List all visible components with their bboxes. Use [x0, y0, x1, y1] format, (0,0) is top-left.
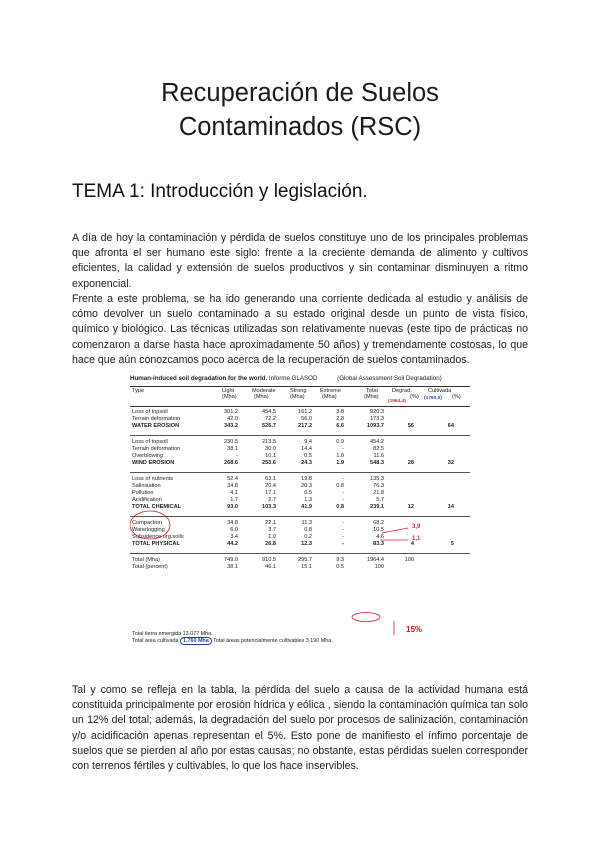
- cell-total: 135.3: [370, 476, 384, 482]
- header-total-unit: (Mha): [364, 394, 379, 401]
- cell-total: 548.3: [370, 460, 384, 466]
- cell-moderate: 213.5: [262, 439, 276, 445]
- cell-total: 239.1: [370, 504, 384, 510]
- cell-light: 230.5: [224, 439, 238, 445]
- cell-moderate: 17.1: [265, 490, 276, 496]
- annotation-marks: [130, 375, 472, 661]
- header-type: Type: [132, 388, 145, 394]
- cell-total: 100: [374, 564, 384, 570]
- cell-light: 4.1: [230, 490, 238, 496]
- cell-type: Loss of nutrients: [132, 476, 174, 482]
- cell-type: Total (Mha): [132, 557, 160, 563]
- cell-cultivada: 5: [450, 541, 454, 547]
- cell-cultivada: 64: [447, 423, 454, 429]
- header-degrad-pct: (%): [410, 394, 419, 401]
- paragraph-recovery: Frente a este problema, se ha ido generando una corriente dedicada al estudio y análisis de cómo devolver un suelo contaminado a su estado original desde un punto de vista físico, químico y biológico. Las técnicas utilizadas son relativamente nuevas (este tipo de prácticas no comenzaron a darse hasta hace aproximadamente 50 años) y tremendamente costosas, lo que hace que aún conozcamos poco acerca de la recuperación de suelos contaminados.: [72, 293, 528, 366]
- cell-strong: 0.2: [304, 534, 312, 540]
- cell-strong: 0.5: [304, 490, 312, 496]
- cell-extreme: -: [342, 534, 344, 540]
- cell-type: TOTAL PHYSICAL: [132, 541, 180, 547]
- cell-total: 83.3: [373, 541, 384, 547]
- cell-strong: 161.2: [298, 409, 312, 415]
- cultivada-total-note: (1760,0): [424, 396, 442, 401]
- title-line-1: Recuperación de Suelos: [161, 79, 439, 107]
- header-cultivada-pct: (%): [452, 394, 461, 401]
- paragraph-analysis: Tal y como se refleja en la tabla, la pérdida del suelo a causa de la actividad humana está constituida principalmente por erosión hídrica y eólica , siendo la contaminación química tan solo un 12% del total; además, la degradación del suelo por procesos de salinización, contaminación y/o acidificación apenas representan el 5%. Esto pone de manifiesto el ínfimo porcentaje de suelos que se pierden al año por estas causas; no obstante, estas pérdidas suelen corresponder con terrenos fértiles y cultivables, lo que los hace inservibles.: [72, 684, 528, 773]
- cell-total: 920.3: [370, 409, 384, 415]
- cell-total: 454.2: [370, 439, 384, 445]
- cell-extreme: 6.6: [336, 423, 344, 429]
- pollution-pct-annotation: 1,1: [412, 536, 421, 542]
- cell-type: Loss of topsoil: [132, 439, 168, 445]
- document-title: [0, 76, 600, 144]
- cell-extreme: -: [342, 527, 344, 533]
- note-potential-label: Total áreas potencialmente cultivables 3.190 Mha.: [213, 638, 333, 644]
- cell-type: Terrain deformation: [132, 416, 181, 422]
- cell-type: Compaction: [132, 520, 162, 526]
- cell-moderate: 910.5: [262, 557, 276, 563]
- cell-type: WIND EROSION: [132, 460, 175, 466]
- header-strong: Strong: [290, 388, 307, 394]
- cell-total: 11.6: [373, 453, 384, 459]
- cell-light: 1.7: [230, 497, 238, 503]
- cell-total: 4.6: [376, 534, 384, 540]
- cell-extreme: -: [342, 541, 344, 547]
- cell-strong: 9.4: [304, 439, 312, 445]
- cell-extreme: -: [342, 490, 344, 496]
- cell-strong: 14.4: [301, 446, 312, 452]
- cell-type: Overblowing: [132, 453, 164, 459]
- header-strong-unit: (Mha): [290, 394, 305, 401]
- header-moderate: Moderate: [252, 388, 276, 394]
- cell-extreme: 1.0: [336, 453, 344, 459]
- cell-moderate: 46.1: [265, 564, 276, 570]
- cell-light: 38.1: [227, 564, 238, 570]
- cell-total: 1964.4: [366, 557, 384, 563]
- cell-light: 301.2: [224, 409, 238, 415]
- paragraph-intro: A día de hoy la contaminación y pérdida de suelos constituye uno de los principales problemas que afronta el ser humano este siglo: frente a la creciente demanda de alimento y cultivos eficientes, la calidad y extensión de suelos productivos y sin contaminar disminuyen a ritmo exponencial.: [72, 232, 528, 290]
- cell-extreme: -: [342, 497, 344, 503]
- cell-type: Salinisation: [132, 483, 161, 489]
- cell-light: 34.8: [227, 520, 238, 526]
- header-cultivada: Cultivada: [428, 388, 452, 394]
- cell-total: 68.2: [373, 520, 384, 526]
- cell-type: Total (percent): [132, 564, 168, 570]
- cell-strong: 1.3: [304, 497, 312, 503]
- cell-type: TOTAL CHEMICAL: [132, 504, 182, 510]
- cell-total: 5.7: [376, 497, 384, 503]
- cell-extreme: 0.8: [336, 504, 344, 510]
- cell-total: 76.3: [373, 483, 384, 489]
- cell-strong: 19.8: [301, 476, 312, 482]
- cell-moderate: 2.7: [268, 497, 276, 503]
- cell-type: Pollution: [132, 490, 154, 496]
- cell-light: 38.1: [227, 446, 238, 452]
- total-circle-mark: [352, 613, 380, 622]
- cell-moderate: 20.4: [265, 483, 276, 489]
- cell-strong: 295.7: [298, 557, 312, 563]
- note-line-1: Total tierra emergida 13.077 Mha.: [132, 631, 213, 637]
- cell-light: 93.0: [227, 504, 238, 510]
- header-light-unit: (Mha): [222, 394, 237, 401]
- cell-strong: 20.3: [301, 483, 312, 489]
- cell-extreme: 2.8: [336, 416, 344, 422]
- cell-moderate: 526.7: [262, 423, 276, 429]
- cell-light: 343.2: [224, 423, 238, 429]
- cell-light: 3.4: [230, 534, 238, 540]
- cell-light: -: [236, 453, 238, 459]
- cell-extreme: 0.9: [336, 439, 344, 445]
- cell-moderate: 72.2: [265, 416, 276, 422]
- total-pct-annotation: 15%: [406, 625, 423, 634]
- cell-cultivada: 14: [447, 504, 454, 510]
- cell-type: Subsidence org.soils: [132, 534, 184, 540]
- cell-extreme: 9.3: [336, 557, 344, 563]
- cell-moderate: 1.0: [268, 534, 276, 540]
- soil-degradation-table-figure: [130, 375, 472, 661]
- cell-moderate: 3.7: [268, 527, 276, 533]
- chemical-circle-mark: [130, 511, 170, 539]
- cell-total: 21.8: [373, 490, 384, 496]
- header-total: Total: [366, 388, 378, 394]
- cell-degrad: 100: [404, 557, 414, 563]
- section-heading: TEMA 1: Introducción y legislación.: [72, 181, 368, 202]
- cell-light: 42.0: [227, 416, 238, 422]
- cell-total: 1093.7: [366, 423, 384, 429]
- cell-extreme: 3.8: [336, 409, 344, 415]
- cell-moderate: 22.1: [265, 520, 276, 526]
- cell-degrad: 4: [410, 541, 414, 547]
- cell-moderate: 26.8: [265, 541, 276, 547]
- note-cultivated-label: Total área cultivada: [132, 638, 179, 644]
- cell-cultivada: 32: [447, 460, 454, 466]
- figure-title-text: Human-induced soil degradation for the world.: [130, 375, 268, 382]
- cell-extreme: -: [342, 476, 344, 482]
- note-cultivated-circled: 1.760 Mha: [180, 637, 212, 645]
- figure-subtitle: (Global Assessment Soil Degradation): [337, 375, 442, 382]
- cell-total: 82.5: [373, 446, 384, 452]
- cell-degrad: 56: [407, 423, 414, 429]
- cell-light: 268.6: [224, 460, 238, 466]
- cell-total: 10.5: [373, 527, 384, 533]
- degrad-total-note: (1964,4): [388, 399, 406, 404]
- header-light: Light: [222, 388, 235, 394]
- cell-type: WATER EROSION: [132, 423, 180, 429]
- cell-moderate: 63.1: [265, 476, 276, 482]
- cell-degrad: 28: [407, 460, 414, 466]
- cell-light: 6.0: [230, 527, 238, 533]
- salinisation-arrow: [382, 528, 408, 533]
- cell-type: Loss of topsoil: [132, 409, 168, 415]
- cell-strong: 11.3: [301, 520, 312, 526]
- cell-moderate: 30.0: [265, 446, 276, 452]
- cell-strong: 0.5: [304, 453, 312, 459]
- figure-source: Informe GLASOD: [268, 375, 318, 382]
- cell-strong: 15.1: [301, 564, 312, 570]
- cell-extreme: 1.9: [336, 460, 344, 466]
- cell-type: Acidification: [132, 497, 162, 503]
- header-extreme: Extreme: [320, 388, 341, 394]
- title-line-2: Contaminados (RSC): [178, 113, 422, 141]
- cell-light: 749.0: [224, 557, 238, 563]
- cell-strong: 41.9: [301, 504, 312, 510]
- header-extreme-unit: (Mha): [322, 394, 337, 401]
- header-degrad: Degrad.: [392, 388, 412, 394]
- cell-extreme: -: [342, 520, 344, 526]
- cell-extreme: 0.5: [336, 564, 344, 570]
- cell-total: 173.3: [370, 416, 384, 422]
- cell-type: Waterlogging: [132, 527, 165, 533]
- cell-strong: 12.3: [301, 541, 312, 547]
- cell-moderate: 10.1: [265, 453, 276, 459]
- cell-strong: 24.3: [301, 460, 312, 466]
- cell-extreme: -: [342, 446, 344, 452]
- cell-strong: 56.0: [301, 416, 312, 422]
- cell-strong: 217.2: [298, 423, 312, 429]
- cell-extreme: 0.8: [336, 483, 344, 489]
- cell-strong: 0.8: [304, 527, 312, 533]
- cell-degrad: 12: [407, 504, 414, 510]
- cell-moderate: 454.5: [262, 409, 276, 415]
- salinisation-pct-annotation: 3,9: [412, 524, 421, 530]
- cell-type: Terrain deformation: [132, 446, 181, 452]
- cell-light: 52.4: [227, 476, 238, 482]
- cell-light: 34.8: [227, 483, 238, 489]
- header-moderate-unit: (Mha): [254, 394, 269, 401]
- cell-moderate: 103.3: [262, 504, 276, 510]
- cell-moderate: 253.6: [262, 460, 276, 466]
- cell-light: 44.2: [227, 541, 238, 547]
